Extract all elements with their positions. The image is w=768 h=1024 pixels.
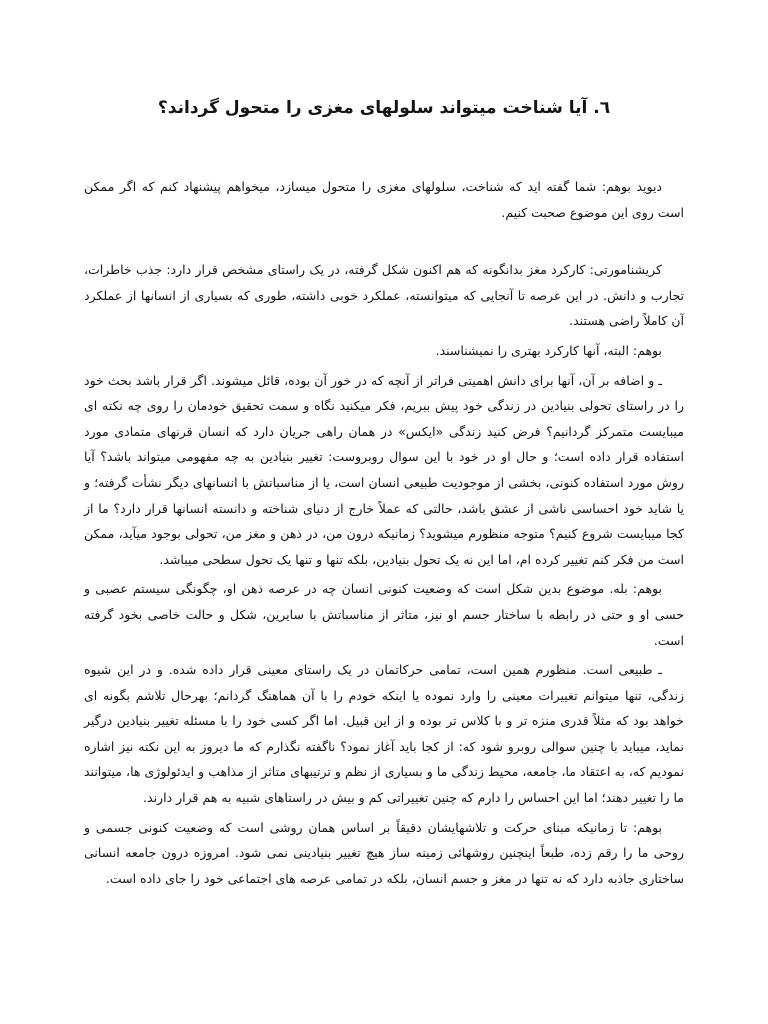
paragraph-knowledge-importance: ـ و اضافه بر آن، آنها برای دانش اهمیتی فراتر از آنچه که در خور آن بوده، قائل میشوند. اگر قرار باشد بحث خود را در راستای تحولی بنیادین در زندگی خود پیش ببریم، فکر میکنید نگاه و سمت تحقیق خودمان را روی چه نکته ای میبایست متمرکز گردانیم؟ فرض کنید زندگی «ایکس» در همان راهی جریان دارد که انسان قرنهای متمادی مورد استفاده قرار داده است؛ و حال او در خود با این سوال روبروست: تغییر بنیادین به چه مفهومی میتواند باشد؟ آیا روش مورد استفاده کنونی، بخشی از موجودیت طبیعی انسان است، یا از مناسباتش با انسانهای دیگر نشأت گرفته؛ و یا شاید خود احساسی ناشی از عشق باشد، حالتی که عملاً خارج از دنیای شناخته و دانسته انسانها قرار دارد؟ ما از کجا میبایست شروع کنیم؟ متوجه منظورم میشوید؟ زمانیکه درون من، در ذهن و مغز من، تحولی بوجود میآید، ممکن است من فکر کنم تغییر کرده ام، اما این نه یک تحول بنیادین، بلکه تنها و تنها یک تحول سطحی میباشد. xyxy=(84,372,684,567)
paragraph-natural-movement: ـ طبیعی است. منظورم همین است، تمامی حرکاتمان در یک راستای معینی قرار داده شده. و در این شیوه زندگی، تنها میتوانم تغییرات معینی را وارد نموده یا اینکه خودم را با آن هماهنگ گردانم؛ بهرحال تلاشم بگونه ای خواهد بود که مثلاً قدری منزه تر و با کلاس تر بوده و از این قبیل. اما اگر کسی خود را با مسئله تغییر بنیادین درگیر نماید، میباید با چنین سوالی روبرو شود که: از کجا باید آغاز نمود؟ ناگفته نگذارم که ما دیروز به این نکته نیز اشاره نمودیم که، به اعتقاد ما، جامعه، محیط زندگی ما و بسیاری از نظم و ترتیبهای متاثر از مذاهب و ایدئولوژی ها، میتوانند ما را تغییر دهند؛ اما این احساس را دارم که چنین تغییراتی کم و بیش در راستاهای شبیه به هم قرار دارند. xyxy=(84,662,684,806)
paragraph-bohm-radical-change: بوهم: تا زمانیکه مبنای حرکت و تلاشهایشان دقیقاً بر اساس همان روشی است که وضعیت کنونی جسمی و روحی ما را رقم زده، طبعاً اینچنین روشهائی زمینه ساز هیچ تغییر بنیادینی نمی شود. امروزه درون جامعه انسانی ساختاری جاذبه دارد که نه تنها در مغز و جسم انسان، بلکه در تمامی عرصه های اجتماعی خود را جای داده است. xyxy=(84,819,684,886)
paragraph-bohm-better-function: بوهم: البته، آنها کارکرد بهتری را نمیشناسند. xyxy=(435,342,662,358)
chapter-title: ٦. آیا شناخت میتواند سلولهای مغزی را متحول گرداند؟ xyxy=(157,98,611,118)
paragraph-bohm-question: دیوید بوهم: شما گفته اید که شناخت، سلولهای مغزی را متحول میسازد، میخواهم پیشنهاد کنم که اگر ممکن است روی این موضوع صحبت کنیم. xyxy=(84,179,684,220)
paragraph-bohm-human-condition: بوهم: بله. موضوع بدین شکل است که وضعیت کنونی انسان چه در عرصه ذهن او، چگونگی سیستم عصبی و حسی او و حتی در رابطه با ساختار جسم او نیز، متاثر از مناسباتش با سایرین، شکل و حالت خاصی بخود گرفته است. xyxy=(84,581,684,648)
paragraph-krishnamurti-brain-function: کریشنامورتی: کارکرد مغز بدانگونه که هم اکنون شکل گرفته، در یک راستای مشخص قرار دارد: جذب خاطرات، تجارب و دانش. در این عرصه تا آنجایی که میتوانسته، عملکرد خوبی داشته، طوری که بسیاری از انسانها از عملکرد آن کاملاً راضی هستند. xyxy=(84,262,684,329)
